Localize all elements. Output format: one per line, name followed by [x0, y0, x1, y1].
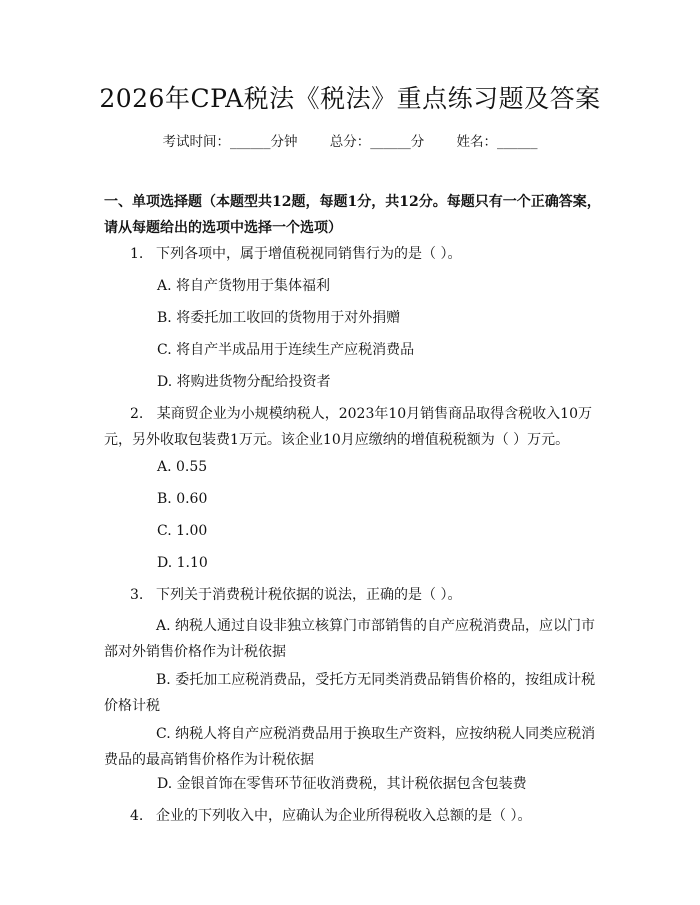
question-number: 3.	[130, 587, 144, 603]
question-text: 下列关于消费税计税依据的说法，正确的是（ ）。	[156, 587, 462, 603]
option-b: B. 委托加工应税消费品，受托方无同类消费品销售价格的，按组成计税价格计税	[104, 672, 596, 714]
option-c: C. 将自产半成品用于连续生产应税消费品	[157, 342, 415, 358]
question-number: 1.	[130, 246, 144, 262]
question-3	[130, 582, 461, 608]
option-c: C. 纳税人将自产应税消费品用于换取生产资料，应按纳税人同类应税消费品的最高销售价格作为计税依据	[104, 726, 596, 768]
page-title: 2026年CPA税法《税法》重点练习题及答案	[99, 84, 601, 113]
question-text: 某商贸企业为小规模纳税人，2023年10月销售商品取得含税收入10万元，另外收取包装费1万元。该企业10月应缴纳的增值税税额为（ ）万元。	[104, 406, 592, 448]
question-number: 2.	[130, 406, 144, 422]
option-a: A. 纳税人通过自设非独立核算门市部销售的自产应税消费品，应以门市部对外销售价格作为计税依据	[104, 618, 596, 660]
question-text: 下列各项中，属于增值税视同销售行为的是（ ）。	[156, 246, 462, 262]
question-2	[104, 401, 596, 453]
option-a: A. 将自产货物用于集体福利	[157, 278, 331, 294]
option-c: C. 1.00	[157, 523, 208, 539]
question-4	[130, 803, 531, 829]
option-d: D. 将购进货物分配给投资者	[157, 374, 331, 390]
option-b: B. 0.60	[157, 491, 208, 507]
option-b: B. 将委托加工收回的货物用于对外捐赠	[157, 310, 401, 326]
total-score-field: 总分：______分	[329, 134, 425, 150]
exam-info	[0, 132, 700, 152]
question-text: 企业的下列收入中，应确认为企业所得税收入总额的是（ ）。	[156, 808, 532, 824]
section-heading: 一、单项选择题（本题型共12题，每题1分，共12分。每题只有一个正确答案，请从每题给出的选项中选择一个选项）	[104, 194, 601, 236]
name-field: 姓名：______	[456, 134, 538, 150]
question-1	[130, 241, 461, 267]
option-a: A. 0.55	[157, 459, 208, 475]
question-number: 4.	[130, 808, 144, 824]
option-d: D. 金银首饰在零售环节征收消费税，其计税依据包含包装费	[157, 776, 527, 792]
exam-time-field: 考试时间：______分钟	[162, 134, 298, 150]
option-d: D. 1.10	[157, 555, 208, 571]
